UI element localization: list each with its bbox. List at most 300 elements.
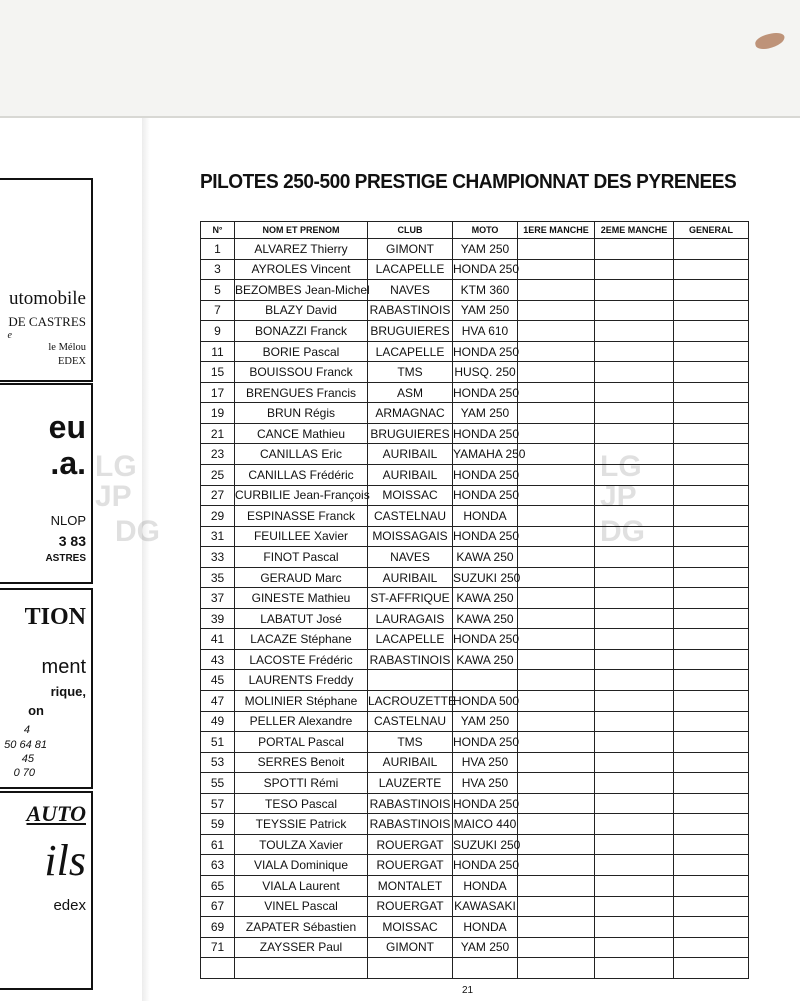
- table-row: [201, 588, 749, 609]
- rider-moto: KAWA 250: [453, 547, 518, 568]
- table-row: [201, 547, 749, 568]
- rider-number: 35: [201, 567, 235, 588]
- rider-moto: HONDA 250: [453, 629, 518, 650]
- ad-text: rique,: [50, 684, 86, 699]
- rider-name: LAURENTS Freddy: [235, 670, 368, 691]
- rider-number: 65: [201, 875, 235, 896]
- rider-name: TEYSSIE Patrick: [235, 814, 368, 835]
- rider-moto: HONDA: [453, 506, 518, 527]
- manche-2-cell: [595, 855, 674, 876]
- manche-1-cell: [518, 834, 595, 855]
- rider-name: ESPINASSE Franck: [235, 506, 368, 527]
- rider-number: 55: [201, 773, 235, 794]
- general-cell: [674, 321, 749, 342]
- rider-moto: HONDA: [453, 875, 518, 896]
- rider-club: AURIBAIL: [368, 444, 453, 465]
- rider-name: BRUN Régis: [235, 403, 368, 424]
- rider-name: BLAZY David: [235, 300, 368, 321]
- general-cell: [674, 752, 749, 773]
- rider-moto: HVA 250: [453, 773, 518, 794]
- table-row: [201, 382, 749, 403]
- rider-moto: MAICO 440: [453, 814, 518, 835]
- manche-2-cell: [595, 403, 674, 424]
- table-row: [201, 958, 749, 979]
- general-cell: [674, 300, 749, 321]
- rider-name: FINOT Pascal: [235, 547, 368, 568]
- rider-moto: YAM 250: [453, 300, 518, 321]
- table-row: [201, 321, 749, 342]
- rider-name: PORTAL Pascal: [235, 732, 368, 753]
- rider-name: ZAYSSER Paul: [235, 937, 368, 958]
- rider-name: FEUILLEE Xavier: [235, 526, 368, 547]
- general-cell: [674, 917, 749, 938]
- rider-number: 15: [201, 362, 235, 383]
- general-cell: [674, 403, 749, 424]
- rider-moto: HONDA 250: [453, 793, 518, 814]
- manche-2-cell: [595, 382, 674, 403]
- rider-name: AYROLES Vincent: [235, 259, 368, 280]
- ad-text: edex: [53, 897, 86, 914]
- table-row: [201, 670, 749, 691]
- ad-text: 0 70: [13, 767, 35, 779]
- rider-number: 71: [201, 937, 235, 958]
- rider-moto: HONDA 250: [453, 382, 518, 403]
- manche-1-cell: [518, 608, 595, 629]
- rider-name: MOLINIER Stéphane: [235, 691, 368, 712]
- manche-2-cell: [595, 629, 674, 650]
- general-cell: [674, 691, 749, 712]
- rider-club: GIMONT: [368, 239, 453, 260]
- rider-club: LACAPELLE: [368, 341, 453, 362]
- rider-moto: [453, 670, 518, 691]
- col-header: N°: [201, 222, 235, 239]
- manche-1-cell: [518, 465, 595, 486]
- rider-club: ARMAGNAC: [368, 403, 453, 424]
- rider-number: 47: [201, 691, 235, 712]
- rider-moto: KAWA 250: [453, 649, 518, 670]
- manche-2-cell: [595, 773, 674, 794]
- rider-name: CANILLAS Frédéric: [235, 465, 368, 486]
- general-cell: [674, 875, 749, 896]
- rider-name: VINEL Pascal: [235, 896, 368, 917]
- table-row: [201, 567, 749, 588]
- general-cell: [674, 382, 749, 403]
- general-cell: [674, 793, 749, 814]
- rider-moto: [453, 958, 518, 979]
- general-cell: [674, 937, 749, 958]
- rider-club: [368, 670, 453, 691]
- manche-1-cell: [518, 403, 595, 424]
- rider-moto: HONDA 250: [453, 341, 518, 362]
- manche-1-cell: [518, 239, 595, 260]
- rider-club: LAUZERTE: [368, 773, 453, 794]
- rider-moto: HONDA 250: [453, 732, 518, 753]
- rider-name: GERAUD Marc: [235, 567, 368, 588]
- manche-2-cell: [595, 937, 674, 958]
- table-row: [201, 403, 749, 424]
- manche-1-cell: [518, 814, 595, 835]
- rider-club: LACAPELLE: [368, 629, 453, 650]
- table-row: [201, 834, 749, 855]
- previous-page-strip: [0, 0, 800, 118]
- table-row: [201, 855, 749, 876]
- watermark: LG: [600, 450, 642, 483]
- manche-1-cell: [518, 588, 595, 609]
- rider-number: 3: [201, 259, 235, 280]
- general-cell: [674, 588, 749, 609]
- manche-2-cell: [595, 814, 674, 835]
- manche-1-cell: [518, 280, 595, 301]
- rider-name: BOUISSOU Franck: [235, 362, 368, 383]
- col-header: NOM ET PRENOM: [235, 222, 368, 239]
- rider-number: 17: [201, 382, 235, 403]
- rider-moto: HONDA: [453, 917, 518, 938]
- general-cell: [674, 341, 749, 362]
- rider-number: 9: [201, 321, 235, 342]
- rider-moto: HONDA 250: [453, 526, 518, 547]
- general-cell: [674, 547, 749, 568]
- rider-club: RABASTINOIS: [368, 814, 453, 835]
- general-cell: [674, 608, 749, 629]
- general-cell: [674, 711, 749, 732]
- page-title: PILOTES 250-500 PRESTIGE CHAMPIONNAT DES PYRENEES: [200, 170, 737, 193]
- rider-name: CANILLAS Eric: [235, 444, 368, 465]
- rider-number: 23: [201, 444, 235, 465]
- manche-1-cell: [518, 649, 595, 670]
- manche-1-cell: [518, 875, 595, 896]
- general-cell: [674, 567, 749, 588]
- manche-1-cell: [518, 444, 595, 465]
- rider-moto: HONDA 250: [453, 423, 518, 444]
- general-cell: [674, 465, 749, 486]
- manche-2-cell: [595, 691, 674, 712]
- rider-number: 27: [201, 485, 235, 506]
- manche-2-cell: [595, 321, 674, 342]
- rider-number: 39: [201, 608, 235, 629]
- ad-text: 4: [23, 724, 30, 736]
- rider-number: 53: [201, 752, 235, 773]
- rider-name: CURBILIE Jean-François: [235, 485, 368, 506]
- ad-text: .a.: [50, 445, 86, 481]
- ad-text: ment: [41, 656, 86, 678]
- general-cell: [674, 444, 749, 465]
- general-cell: [674, 896, 749, 917]
- ad-text: 45: [21, 753, 34, 765]
- general-cell: [674, 732, 749, 753]
- rider-club: LACROUZETTE: [368, 691, 453, 712]
- table-header-row: [201, 222, 749, 239]
- rider-club: LAURAGAIS: [368, 608, 453, 629]
- ad-text: ASTRES: [45, 553, 86, 564]
- rider-number: 5: [201, 280, 235, 301]
- manche-1-cell: [518, 711, 595, 732]
- rider-number: 37: [201, 588, 235, 609]
- rider-number: 25: [201, 465, 235, 486]
- table-row: [201, 485, 749, 506]
- table-row: [201, 691, 749, 712]
- rider-moto: KAWASAKI: [453, 896, 518, 917]
- rider-club: BRUGUIERES: [368, 321, 453, 342]
- ad-text: le Mélou: [48, 342, 86, 353]
- ad-automobile: [0, 178, 93, 382]
- riders-table: [200, 221, 749, 979]
- manche-2-cell: [595, 896, 674, 917]
- manche-1-cell: [518, 362, 595, 383]
- table-row: [201, 259, 749, 280]
- rider-number: 41: [201, 629, 235, 650]
- rider-club: RABASTINOIS: [368, 649, 453, 670]
- table-row: [201, 300, 749, 321]
- general-cell: [674, 423, 749, 444]
- ad-text: e: [7, 330, 12, 341]
- table-row: [201, 444, 749, 465]
- manche-2-cell: [595, 259, 674, 280]
- rider-name: [235, 958, 368, 979]
- table-row: [201, 280, 749, 301]
- manche-2-cell: [595, 670, 674, 691]
- manche-1-cell: [518, 321, 595, 342]
- rider-name: ALVAREZ Thierry: [235, 239, 368, 260]
- ad-text: EDEX: [58, 356, 86, 367]
- watermark: JP: [95, 480, 132, 513]
- rider-name: SPOTTI Rémi: [235, 773, 368, 794]
- manche-1-cell: [518, 506, 595, 527]
- table-row: [201, 526, 749, 547]
- table-row: [201, 937, 749, 958]
- rider-club: MONTALET: [368, 875, 453, 896]
- col-header: CLUB: [368, 222, 453, 239]
- manche-1-cell: [518, 382, 595, 403]
- manche-1-cell: [518, 670, 595, 691]
- manche-2-cell: [595, 711, 674, 732]
- rider-number: 61: [201, 834, 235, 855]
- manche-2-cell: [595, 300, 674, 321]
- rider-name: TESO Pascal: [235, 793, 368, 814]
- rider-number: 21: [201, 423, 235, 444]
- rider-club: ROUERGAT: [368, 855, 453, 876]
- rider-club: MOISSAC: [368, 917, 453, 938]
- rider-moto: YAM 250: [453, 937, 518, 958]
- manche-1-cell: [518, 917, 595, 938]
- general-cell: [674, 958, 749, 979]
- general-cell: [674, 485, 749, 506]
- ad-text: eu: [48, 409, 86, 445]
- rider-name: LACOSTE Frédéric: [235, 649, 368, 670]
- manche-1-cell: [518, 896, 595, 917]
- rider-club: BRUGUIERES: [368, 423, 453, 444]
- manche-1-cell: [518, 958, 595, 979]
- rider-name: SERRES Benoit: [235, 752, 368, 773]
- rider-name: BEZOMBES Jean-Michel: [235, 280, 368, 301]
- table-row: [201, 711, 749, 732]
- rider-name: TOULZA Xavier: [235, 834, 368, 855]
- general-cell: [674, 773, 749, 794]
- table-row: [201, 793, 749, 814]
- general-cell: [674, 259, 749, 280]
- general-cell: [674, 629, 749, 650]
- rider-club: ROUERGAT: [368, 834, 453, 855]
- rider-club: AURIBAIL: [368, 567, 453, 588]
- manche-1-cell: [518, 526, 595, 547]
- rider-club: ASM: [368, 382, 453, 403]
- ad-text: 3 83: [58, 533, 86, 549]
- table-row: [201, 649, 749, 670]
- rider-number: 45: [201, 670, 235, 691]
- col-header: MOTO: [453, 222, 518, 239]
- general-cell: [674, 855, 749, 876]
- manche-1-cell: [518, 629, 595, 650]
- manche-2-cell: [595, 958, 674, 979]
- rider-moto: YAM 250: [453, 239, 518, 260]
- ad-text: TION: [24, 604, 86, 630]
- rider-name: GINESTE Mathieu: [235, 588, 368, 609]
- general-cell: [674, 670, 749, 691]
- page-number: 21: [462, 985, 474, 996]
- rider-club: NAVES: [368, 547, 453, 568]
- rider-club: RABASTINOIS: [368, 300, 453, 321]
- rider-number: 29: [201, 506, 235, 527]
- manche-2-cell: [595, 280, 674, 301]
- table-row: [201, 362, 749, 383]
- manche-2-cell: [595, 834, 674, 855]
- ad-text: ils: [44, 836, 86, 885]
- rider-moto: YAM 250: [453, 711, 518, 732]
- rider-number: 7: [201, 300, 235, 321]
- ad-text: AUTO: [26, 801, 86, 826]
- manche-2-cell: [595, 875, 674, 896]
- rider-moto: HVA 250: [453, 752, 518, 773]
- rider-name: VIALA Dominique: [235, 855, 368, 876]
- rider-number: 57: [201, 793, 235, 814]
- manche-2-cell: [595, 649, 674, 670]
- rider-moto: SUZUKI 250: [453, 834, 518, 855]
- manche-2-cell: [595, 239, 674, 260]
- ad-location: [0, 588, 93, 789]
- watermark: LG: [95, 450, 137, 483]
- manche-1-cell: [518, 773, 595, 794]
- general-cell: [674, 526, 749, 547]
- col-header: 2EME MANCHE: [595, 222, 674, 239]
- rider-club: AURIBAIL: [368, 465, 453, 486]
- rider-number: 33: [201, 547, 235, 568]
- table-row: [201, 465, 749, 486]
- rider-moto: HVA 610: [453, 321, 518, 342]
- table-row: [201, 608, 749, 629]
- rider-number: 69: [201, 917, 235, 938]
- rider-number: 19: [201, 403, 235, 424]
- rider-club: TMS: [368, 732, 453, 753]
- rider-number: 11: [201, 341, 235, 362]
- rider-number: 59: [201, 814, 235, 835]
- ad-tyres: [0, 383, 93, 584]
- rider-moto: KAWA 250: [453, 608, 518, 629]
- manche-1-cell: [518, 485, 595, 506]
- general-cell: [674, 649, 749, 670]
- rider-club: MOISSAGAIS: [368, 526, 453, 547]
- general-cell: [674, 834, 749, 855]
- rider-club: LACAPELLE: [368, 259, 453, 280]
- rider-moto: KTM 360: [453, 280, 518, 301]
- rider-club: ST-AFFRIQUE: [368, 588, 453, 609]
- manche-2-cell: [595, 793, 674, 814]
- col-header: GENERAL: [674, 222, 749, 239]
- page-gutter: [142, 118, 150, 1001]
- manche-2-cell: [595, 917, 674, 938]
- ad-text: NLOP: [50, 513, 86, 528]
- manche-1-cell: [518, 341, 595, 362]
- ad-text: DE CASTRES: [8, 314, 86, 329]
- rider-name: ZAPATER Sébastien: [235, 917, 368, 938]
- general-cell: [674, 814, 749, 835]
- col-header: 1ERE MANCHE: [518, 222, 595, 239]
- table-row: [201, 423, 749, 444]
- rider-name: BRENGUES Francis: [235, 382, 368, 403]
- rider-moto: HONDA 250: [453, 485, 518, 506]
- general-cell: [674, 362, 749, 383]
- manche-2-cell: [595, 608, 674, 629]
- manche-1-cell: [518, 793, 595, 814]
- rider-club: NAVES: [368, 280, 453, 301]
- table-row: [201, 917, 749, 938]
- watermark: DG: [600, 515, 645, 548]
- manche-2-cell: [595, 588, 674, 609]
- rider-number: 31: [201, 526, 235, 547]
- rider-name: VIALA Laurent: [235, 875, 368, 896]
- rider-club: GIMONT: [368, 937, 453, 958]
- rider-club: ROUERGAT: [368, 896, 453, 917]
- rider-moto: YAM 250: [453, 403, 518, 424]
- table-row: [201, 773, 749, 794]
- rider-moto: HONDA 500: [453, 691, 518, 712]
- rider-club: RABASTINOIS: [368, 793, 453, 814]
- manche-2-cell: [595, 362, 674, 383]
- rider-moto: HONDA 250: [453, 465, 518, 486]
- table-row: [201, 752, 749, 773]
- manche-1-cell: [518, 752, 595, 773]
- manche-2-cell: [595, 547, 674, 568]
- rider-club: AURIBAIL: [368, 752, 453, 773]
- rider-number: 51: [201, 732, 235, 753]
- rider-moto: HONDA 250: [453, 259, 518, 280]
- rider-number: 43: [201, 649, 235, 670]
- general-cell: [674, 239, 749, 260]
- rider-moto: SUZUKI 250: [453, 567, 518, 588]
- rider-number: 1: [201, 239, 235, 260]
- manche-2-cell: [595, 423, 674, 444]
- rider-club: [368, 958, 453, 979]
- manche-1-cell: [518, 423, 595, 444]
- rider-name: LACAZE Stéphane: [235, 629, 368, 650]
- manche-1-cell: [518, 259, 595, 280]
- rider-name: PELLER Alexandre: [235, 711, 368, 732]
- table-row: [201, 506, 749, 527]
- rider-name: LABATUT José: [235, 608, 368, 629]
- table-row: [201, 732, 749, 753]
- manche-1-cell: [518, 691, 595, 712]
- manche-1-cell: [518, 732, 595, 753]
- ad-auto: [0, 791, 93, 990]
- rider-club: CASTELNAU: [368, 711, 453, 732]
- manche-1-cell: [518, 547, 595, 568]
- manche-2-cell: [595, 341, 674, 362]
- manche-2-cell: [595, 732, 674, 753]
- ad-text: utomobile: [8, 288, 86, 309]
- manche-1-cell: [518, 567, 595, 588]
- ad-text: on: [28, 703, 44, 718]
- table-row: [201, 896, 749, 917]
- rider-moto: HONDA 250: [453, 855, 518, 876]
- manche-2-cell: [595, 567, 674, 588]
